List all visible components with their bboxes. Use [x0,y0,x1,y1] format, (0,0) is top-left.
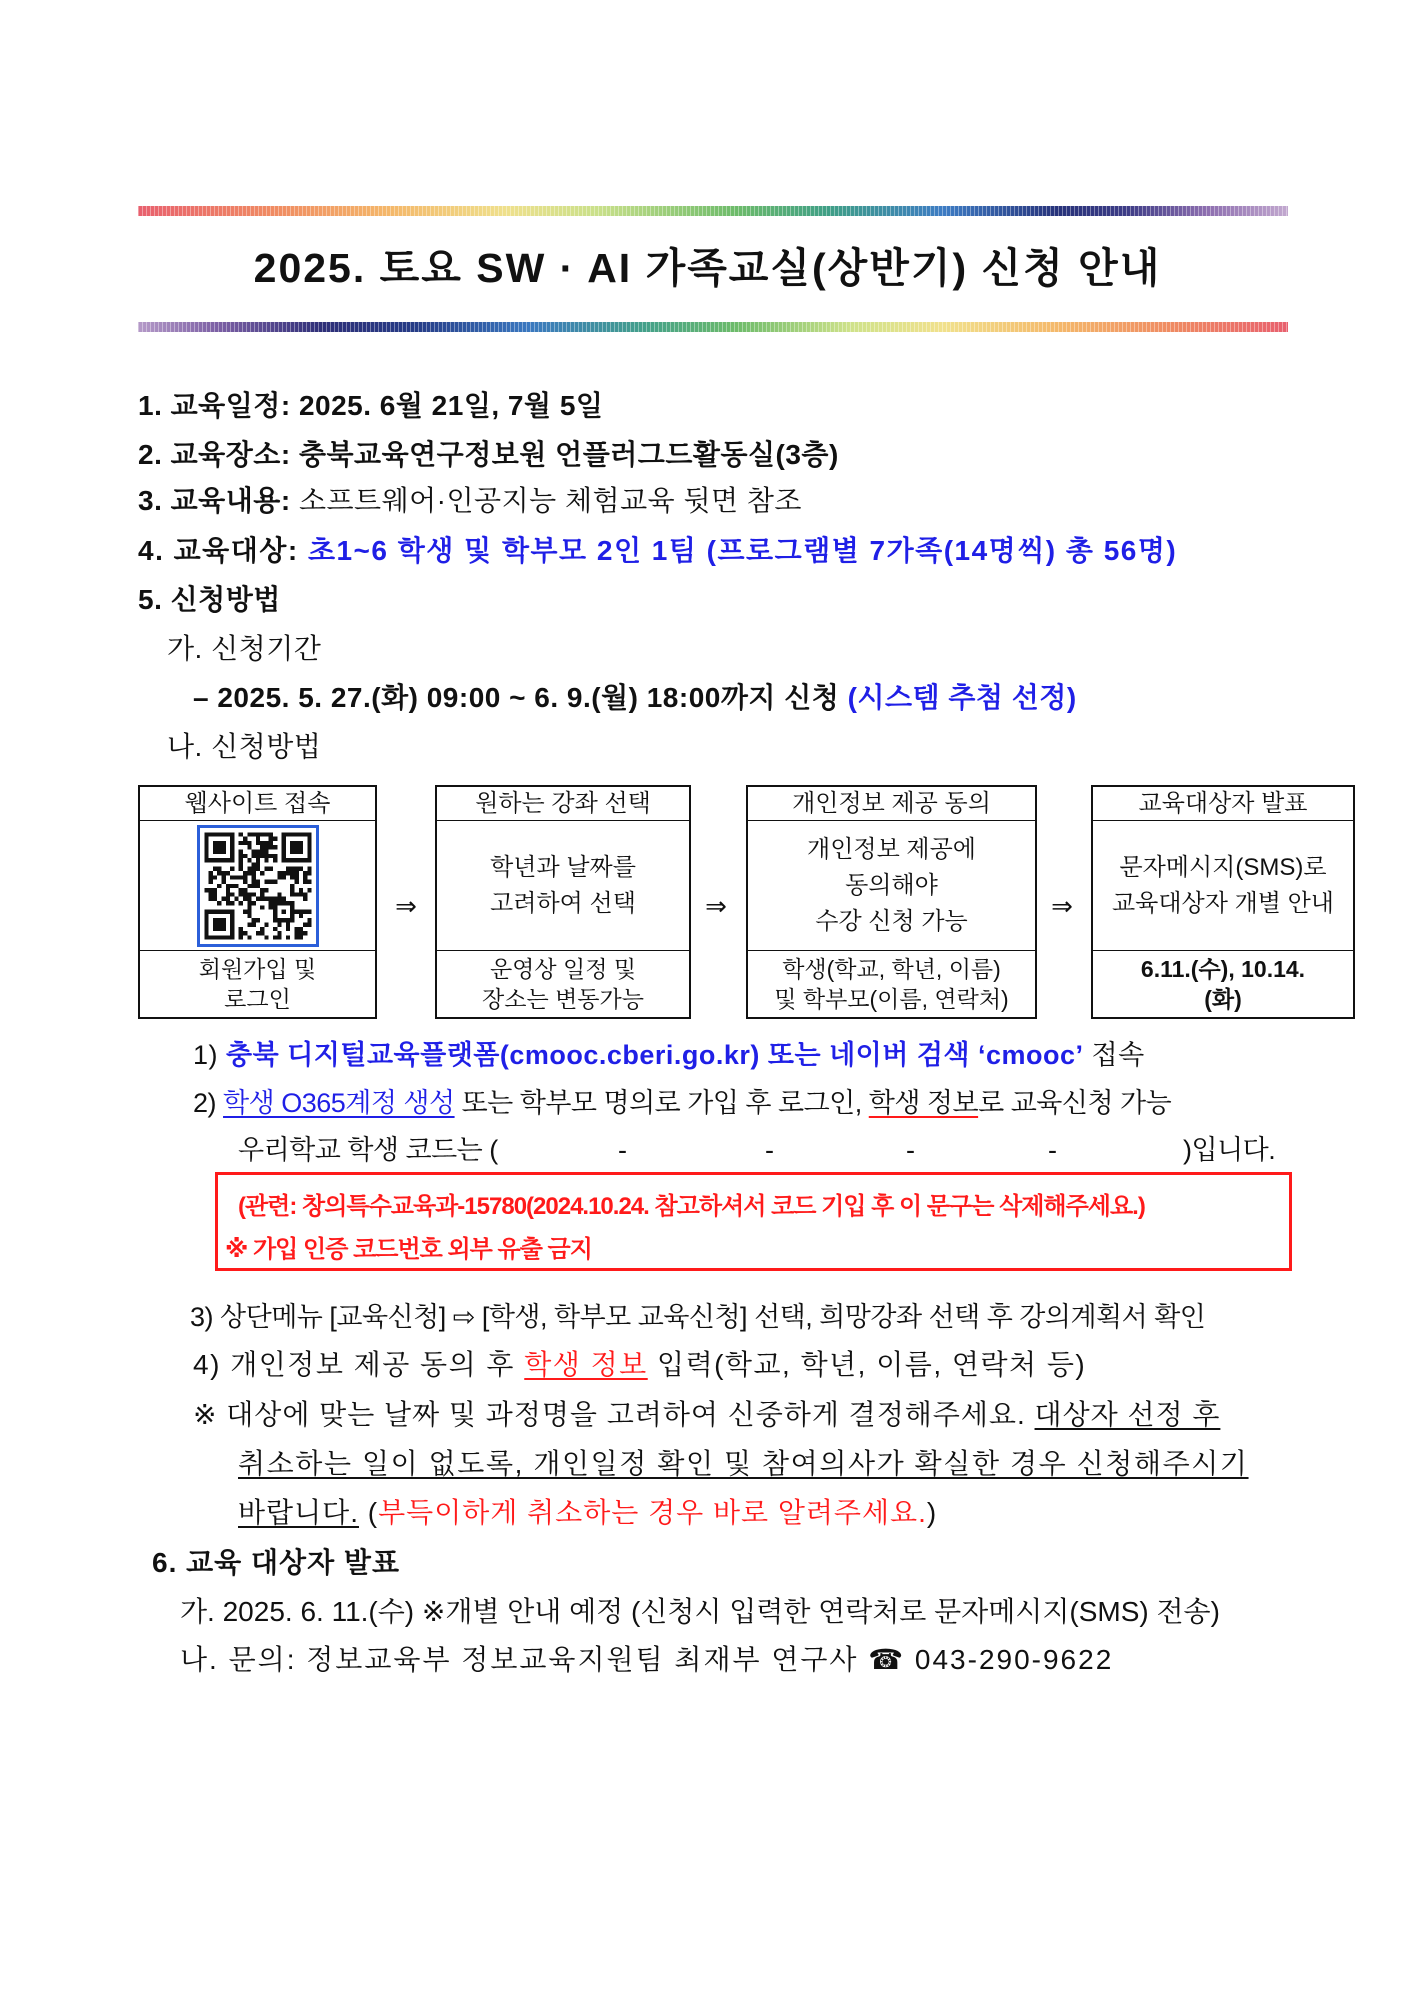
step-tail: 입력(학교, 학년, 이름, 연락처 등) [657,1349,1087,1380]
overview-label: 4. 교육대상: [138,535,299,566]
flow-step-footer [1093,951,1353,1017]
site-link-text: 충북 디지털교육플랫폼(cmooc.cberi.go.kr) 또는 네이버 검색 ‘cmooc’ [226,1040,1084,1070]
overview-item-content [138,483,802,519]
flow-body-line: 수강 신청 가능 [815,907,968,935]
overview-value: 충북교육연구정보원 언플러그드활동실(3층) [298,439,839,470]
flow-footer-line: 학생(학교, 학년, 이름) [782,956,1001,982]
caution-paren-open: ( [367,1497,379,1528]
flow-arrow: ⇒ [1051,891,1073,921]
flow-body-line: 개인정보 제공에 [807,835,976,863]
student-info-underline: 학생 정보 [868,1088,979,1118]
caution-line-1 [193,1397,1220,1433]
code-dash: - [906,1135,915,1165]
flow-step-privacy-consent [746,785,1037,1019]
flow-footer-line: 로그인 [224,986,291,1012]
caution-underline: 대상자 선정 후 [1034,1399,1221,1430]
flow-step-announcement [1091,785,1355,1019]
flow-step-header: 원하는 강좌 선택 [437,787,689,821]
period-bullet: – [193,682,210,713]
step-1 [193,1037,1145,1073]
page-title: 2025. 토요 SW · AI 가족교실(상반기) 신청 안내 [253,245,1162,291]
code-dash: - [618,1135,627,1165]
rainbow-divider-top [138,206,1288,216]
flow-step-header: 개인정보 제공 동의 [748,787,1035,821]
flow-step-body [748,821,1035,951]
flow-step-select-course [435,785,691,1019]
flow-body-line: 학년과 날짜를 [490,853,636,881]
student-info-highlight: 학생 정보 [524,1349,648,1380]
overview-value: 2025. 6월 21일, 7월 5일 [298,390,604,421]
step-number: 3) [190,1302,214,1332]
step-text: 또는 학부모 명의로 가입 후 로그인, [461,1088,862,1118]
flow-footer-line: (화) [1204,986,1242,1012]
flow-footer-line: 장소는 변동가능 [482,986,644,1012]
caution-line-2 [238,1446,1249,1482]
code-dash: - [765,1135,774,1165]
overview-item-location [138,437,839,473]
notice-line-reference: (관련: 창의특수교육과-15780(2024.10.24. 참고하셔서 코드 기입 후 이 문구는 삭제해주세요.) [238,1193,1145,1220]
period-text: 2025. 5. 27.(화) 09:00 ~ 6. 9.(월) 18:00까지 신청 [217,682,840,713]
flow-arrow: ⇒ [395,891,417,921]
step-text: 개인정보 제공 동의 후 [230,1349,515,1380]
overview-label: 1. 교육일정: [138,390,291,421]
step-tail: 로 교육신청 가능 [978,1088,1172,1118]
overview-item-schedule [138,388,603,424]
qr-code-graphic [200,828,316,944]
step-number: 4) [193,1349,221,1380]
period-line [193,680,1077,716]
flow-footer-line: 운영상 일정 및 [489,956,637,982]
overview-item-target [138,533,1177,569]
step-3 [190,1299,1205,1335]
school-code-line [238,1132,1338,1168]
code-prefix: 우리학교 학생 코드는 ( [238,1135,498,1165]
qr-code [197,825,319,947]
step-tail: 접속 [1091,1040,1145,1070]
flow-step-body [1093,821,1353,951]
overview-label: 2. 교육장소: [138,439,291,470]
flow-step-footer [748,951,1035,1017]
apply-heading: 5. 신청방법 [138,584,281,615]
caution-underline: 취소하는 일이 없도록, 개인일정 확인 및 참여의사가 확실한 경우 신청해주시기 [238,1448,1249,1479]
caution-underline: 바랍니다. [238,1497,359,1528]
contact-line: 나. 문의: 정보교육부 정보교육지원팀 최재부 연구사 ☎ 043-290-9622 [180,1644,1114,1675]
step-2 [193,1085,1171,1121]
flow-step-header: 웹사이트 접속 [140,787,375,821]
period-note: (시스템 추첨 선정) [847,682,1077,713]
flow-step-footer [140,951,375,1017]
flow-footer-line: 및 학부모(이름, 연락처) [774,986,1009,1012]
flow-footer-line: 회원가입 및 [198,956,317,982]
caution-line-3 [238,1495,937,1531]
flow-arrow: ⇒ [705,891,727,921]
overview-value: 초1~6 학생 및 학부모 2인 1팀 (프로그램별 7가족(14명씩) 총 56명) [307,535,1178,566]
rainbow-divider-bottom [138,322,1288,332]
code-dash: - [1048,1135,1057,1165]
caution-paren-close: ) [926,1497,938,1528]
step-text: 상단메뉴 [교육신청] ⇨ [학생, 학부모 교육신청] 선택, 희망강좌 선택 후 강의계획서 확인 [220,1302,1206,1332]
flow-body-line: 문자메시지(SMS)로 [1119,853,1327,881]
step-number: 1) [193,1040,219,1070]
flow-footer-line: 6.11.(수), 10.14. [1140,956,1306,982]
announce-heading: 6. 교육 대상자 발표 [152,1547,401,1578]
period-heading: 가. 신청기간 [167,633,322,664]
flow-step-header: 교육대상자 발표 [1093,787,1353,821]
code-suffix: )입니다. [1183,1135,1276,1165]
flow-step-footer [437,951,689,1017]
overview-label: 3. 교육내용: [138,485,291,516]
overview-value: 소프트웨어·인공지능 체험교육 뒷면 참조 [298,485,802,516]
method-heading: 나. 신청방법 [167,731,322,762]
step-number: 2) [193,1088,217,1118]
flow-step-website [138,785,377,1019]
caution-mark: ※ [193,1399,218,1430]
flow-step-body [140,821,375,951]
announce-date-line: 가. 2025. 6. 11.(수) ※개별 안내 예정 (신청시 입력한 연락처로 문자메시지(SMS) 전송) [180,1596,1220,1627]
flow-body-line: 동의해야 [845,871,938,899]
caution-text: 대상에 맞는 날짜 및 과정명을 고려하여 신중하게 결정해주세요. [226,1399,1026,1430]
flow-body-line: 고려하여 선택 [490,889,636,917]
flow-step-body [437,821,689,951]
step-4 [193,1347,1086,1383]
o365-highlight: 학생 O365계정 생성 [223,1088,455,1118]
notice-line-warning: ※ 가입 인증 코드번호 외부 유출 금지 [225,1236,592,1263]
notice-box [215,1172,1292,1271]
flow-body-line: 교육대상자 개별 안내 [1112,889,1334,917]
caution-red-note: 부득이하게 취소하는 경우 바로 알려주세요. [378,1497,927,1528]
